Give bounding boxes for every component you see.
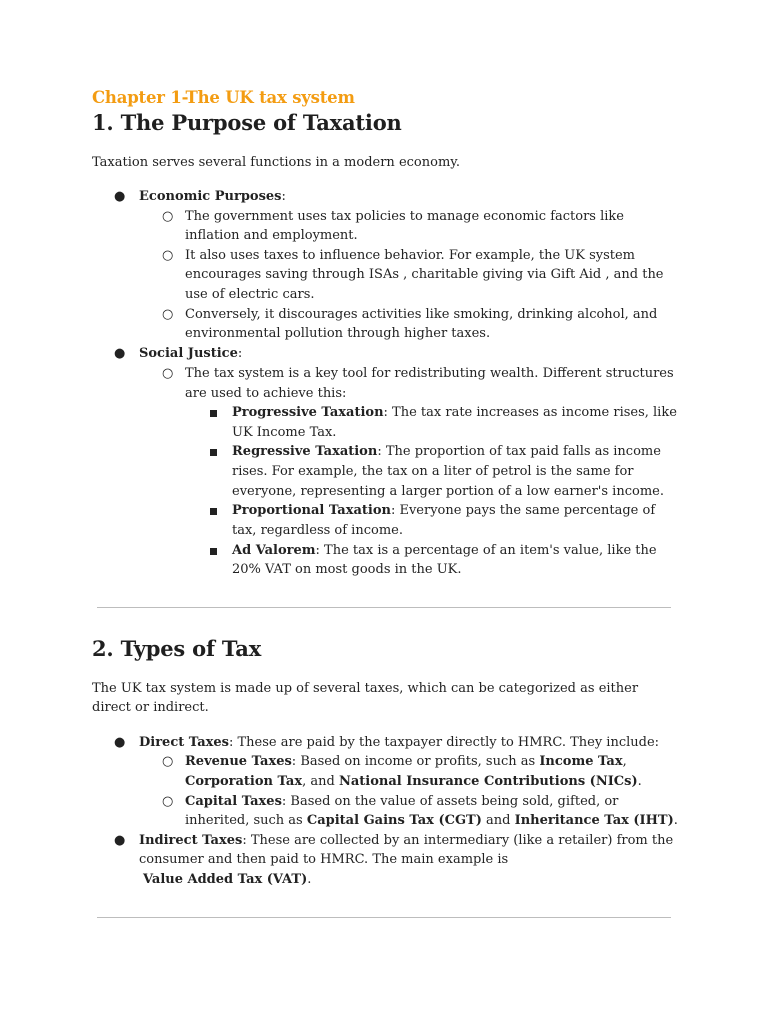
ad-valorem-label: Ad Valorem <box>232 543 316 558</box>
text-line: consumer and then paid to HMRC. The main example is <box>139 852 509 867</box>
section-2-title: 2. Types of Tax <box>92 636 262 661</box>
bullet-dot: ● <box>114 189 126 204</box>
text-line: environmental pollution through higher taxes. <box>185 326 491 341</box>
bullet-circle: ○ <box>162 366 174 381</box>
economic-purposes-label: Economic Purposes <box>139 189 282 204</box>
text-line: tax, regardless of income. <box>232 523 403 538</box>
section-1-title: 1. The Purpose of Taxation <box>92 110 402 135</box>
bullet-dot: ● <box>114 735 126 750</box>
bullet-circle: ○ <box>162 209 174 224</box>
indirect-taxes-label: Indirect Taxes <box>139 833 243 848</box>
text-line: 20% VAT on most goods in the UK. <box>232 562 462 577</box>
bullet-circle: ○ <box>162 754 174 769</box>
corporation-tax-term: Corporation Tax <box>185 774 303 789</box>
bullet-square <box>210 449 217 456</box>
bullet-square <box>210 508 217 515</box>
text-span: Based on the value of assets being sold, gifted, or <box>290 794 619 809</box>
bullet-dot: ● <box>114 833 126 848</box>
text-span: The tax rate increases as income rises, like <box>392 405 677 420</box>
ad-valorem-item: Ad Valorem: The tax is a percentage of an item's value, like the <box>232 543 657 558</box>
vat-term: Value Added Tax (VAT) <box>143 872 308 887</box>
capital-taxes-label: Capital Taxes <box>185 794 282 809</box>
progressive-taxation-label: Progressive Taxation <box>232 405 384 420</box>
bullet-dot: ● <box>114 346 126 361</box>
income-tax-term: Income Tax <box>539 754 623 769</box>
text-span: The tax is a percentage of an item's value, like the <box>324 543 657 558</box>
section-2-intro: The UK tax system is made up of several taxes, which can be categorized as either <box>92 681 639 696</box>
indirect-taxes-item: Indirect Taxes: These are collected by an intermediary (like a retailer) from the <box>139 833 674 848</box>
horizontal-rule <box>97 917 671 918</box>
text-line: are used to achieve this: <box>185 386 347 401</box>
bullet-circle: ○ <box>162 307 174 322</box>
regressive-taxation-item: Regressive Taxation: The proportion of tax paid falls as income <box>232 444 661 459</box>
social-justice-label: Social Justice <box>139 346 238 361</box>
social-justice-item: Social Justice: <box>139 346 243 361</box>
section-2-intro: direct or indirect. <box>92 700 209 715</box>
bullet-square <box>210 410 217 417</box>
bullet-square <box>210 548 217 555</box>
text-line: It also uses taxes to influence behavior. For example, the UK system <box>185 248 635 263</box>
text-span: Based on income or profits, such as <box>300 754 536 769</box>
economic-purposes-item: Economic Purposes: <box>139 189 286 204</box>
text-span: inherited, such as <box>185 813 303 828</box>
text-span: Everyone pays the same percentage of <box>399 503 656 518</box>
text-line: everyone, representing a larger portion of a low earner's income. <box>232 484 664 499</box>
bullet-circle: ○ <box>162 248 174 263</box>
text-span: , and <box>302 774 335 789</box>
text-span: These are collected by an intermediary (like a retailer) from the <box>250 833 674 848</box>
regressive-taxation-label: Regressive Taxation <box>232 444 378 459</box>
text-line: use of electric cars. <box>185 287 315 302</box>
capital-taxes-item: Capital Taxes: Based on the value of assets being sold, gifted, or <box>185 794 619 809</box>
cgt-term: Capital Gains Tax (CGT) <box>306 813 482 828</box>
text-line: encourages saving through ISAs , charitable giving via Gift Aid , and the <box>185 267 664 282</box>
text-line: The tax system is a key tool for redistributing wealth. Different structures <box>185 366 674 381</box>
direct-taxes-item: Direct Taxes: These are paid by the taxpayer directly to HMRC. They include: <box>139 735 660 750</box>
text-line: inherited, such as Capital Gains Tax (CGT) and Inheritance Tax (IHT). <box>185 813 678 828</box>
proportional-taxation-item: Proportional Taxation: Everyone pays the same percentage of <box>232 503 656 518</box>
horizontal-rule <box>97 607 671 608</box>
revenue-taxes-label: Revenue Taxes <box>185 754 292 769</box>
text-span: These are paid by the taxpayer directly to HMRC. They include: <box>237 735 660 750</box>
direct-taxes-label: Direct Taxes <box>139 735 229 750</box>
revenue-taxes-item: Revenue Taxes: Based on income or profits, such as Income Tax, <box>185 754 627 769</box>
text-line: Value Added Tax (VAT). <box>143 872 312 887</box>
proportional-taxation-label: Proportional Taxation <box>232 503 391 518</box>
text-span: and <box>486 813 511 828</box>
text-line: Conversely, it discourages activities like smoking, drinking alcohol, and <box>185 307 658 322</box>
text-line: inflation and employment. <box>185 228 358 243</box>
text-line: The government uses tax policies to manage economic factors like <box>185 209 624 224</box>
text-line: Corporation Tax, and National Insurance Contributions (NICs). <box>185 774 642 789</box>
progressive-taxation-item: Progressive Taxation: The tax rate increases as income rises, like <box>232 405 677 420</box>
chapter-heading: Chapter 1-The UK tax system <box>92 88 355 107</box>
text-line: UK Income Tax. <box>232 425 337 440</box>
text-span: The proportion of tax paid falls as income <box>385 444 661 459</box>
bullet-circle: ○ <box>162 794 174 809</box>
section-1-intro: Taxation serves several functions in a modern economy. <box>92 155 461 170</box>
nics-term: National Insurance Contributions (NICs) <box>338 774 638 789</box>
iht-term: Inheritance Tax (IHT) <box>514 813 674 828</box>
text-line: rises. For example, the tax on a liter of petrol is the same for <box>232 464 634 479</box>
